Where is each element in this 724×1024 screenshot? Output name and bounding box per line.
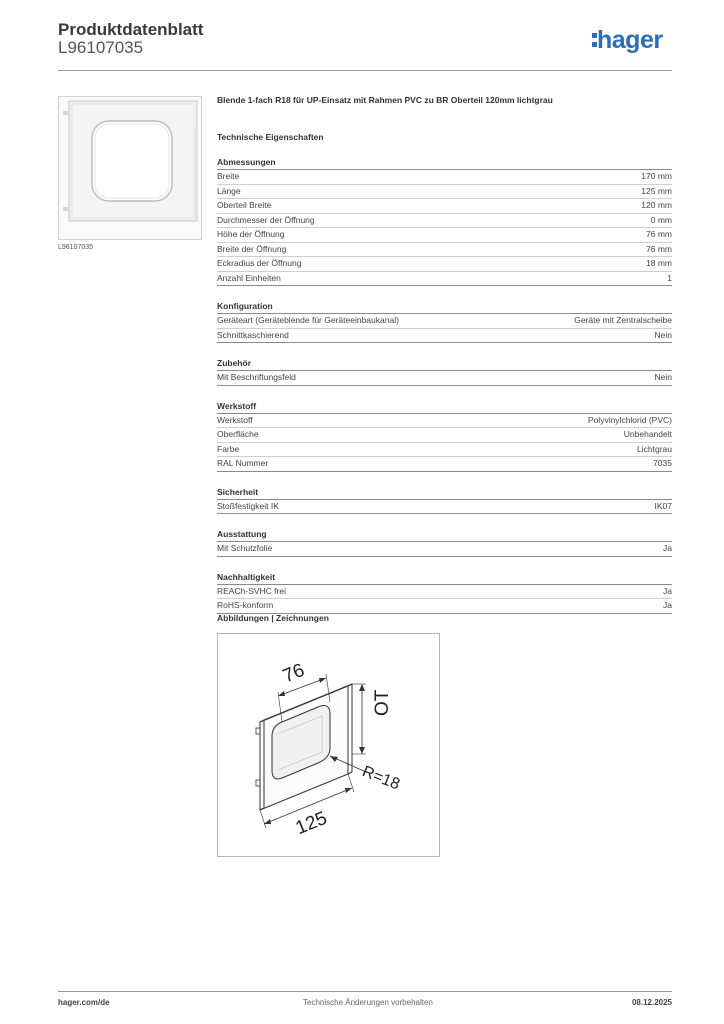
group-title: Zubehör xyxy=(217,357,672,371)
property-row xyxy=(217,585,672,600)
group-title: Nachhaltigkeit xyxy=(217,571,672,585)
property-row xyxy=(217,414,672,429)
property-value: 125 mm xyxy=(641,185,672,196)
property-value: Unbehandelt xyxy=(623,429,672,439)
property-value: 170 mm xyxy=(641,171,672,181)
specifications xyxy=(217,95,672,614)
product-name: Blende 1-fach R18 für UP-Einsatz mit Rahmen PVC zu BR Oberteil 120mm lichtgrau xyxy=(217,95,553,105)
property-row xyxy=(217,243,672,258)
property-value: 120 mm xyxy=(641,200,672,210)
property-group xyxy=(217,400,672,472)
property-row xyxy=(217,272,672,287)
property-value: Ja xyxy=(663,600,672,610)
dimension-drawing xyxy=(218,634,439,856)
footer-divider xyxy=(58,991,672,992)
cover-plate-icon xyxy=(59,97,201,239)
hager-logo[interactable] xyxy=(592,28,663,53)
property-row xyxy=(217,228,672,243)
property-value: Ja xyxy=(663,585,672,596)
dim-opening-label: 76 xyxy=(280,659,308,688)
property-row xyxy=(217,199,672,214)
group-title: Abmessungen xyxy=(217,156,672,170)
drawings-title: Abbildungen | Zeichnungen xyxy=(217,613,329,623)
group-title: Werkstoff xyxy=(217,400,672,414)
logo-text: hager xyxy=(597,26,663,54)
property-value: Lichtgrau xyxy=(637,443,672,454)
property-row xyxy=(217,170,672,185)
property-row xyxy=(217,599,672,614)
property-label: Breite der Öffnung xyxy=(217,243,287,254)
property-group xyxy=(217,528,672,557)
property-row xyxy=(217,185,672,200)
group-title: Sicherheit xyxy=(217,486,672,500)
property-value: 18 mm xyxy=(646,258,672,268)
property-label: Eckradius der Öffnung xyxy=(217,258,302,268)
footer-website-link[interactable]: hager.com/de xyxy=(58,998,110,1007)
property-row xyxy=(217,500,672,515)
property-groups xyxy=(217,156,672,614)
property-label: REACh-SVHC frei xyxy=(217,585,286,596)
dim-radius-label: R=18 xyxy=(359,763,403,794)
footer-disclaimer: Technische Änderungen vorbehalten xyxy=(303,998,433,1007)
property-row xyxy=(217,443,672,458)
property-label: Anzahl Einheiten xyxy=(217,272,281,283)
group-title: Konfiguration xyxy=(217,300,672,314)
dim-height-label: OT xyxy=(372,689,393,716)
property-group xyxy=(217,156,672,286)
header-divider xyxy=(58,70,672,71)
property-group xyxy=(217,357,672,386)
property-label: Mit Schutzfolie xyxy=(217,543,273,553)
section-title: Technische Eigenschaften xyxy=(217,132,324,142)
property-group xyxy=(217,486,672,515)
technical-drawing xyxy=(217,633,440,857)
group-title: Ausstattung xyxy=(217,528,672,542)
property-value: 76 mm xyxy=(646,243,672,254)
property-label: Breite xyxy=(217,171,240,181)
property-value: Nein xyxy=(654,329,672,340)
property-label: Stoßfestigkeit IK xyxy=(217,500,279,511)
property-row xyxy=(217,457,672,472)
product-image xyxy=(58,96,202,240)
property-row xyxy=(217,329,672,344)
property-label: Werkstoff xyxy=(217,414,253,425)
property-group xyxy=(217,571,672,614)
property-label: Geräteart (Geräteblende für Geräteeinbaukanal) xyxy=(217,315,399,325)
property-value: 76 mm xyxy=(646,229,672,239)
property-value: 7035 xyxy=(653,458,672,468)
property-row xyxy=(217,371,672,386)
property-label: Oberteil Breite xyxy=(217,200,272,210)
property-label: Mit Beschriftungsfeld xyxy=(217,372,296,382)
footer-date: 08.12.2025 xyxy=(631,998,672,1007)
property-row xyxy=(217,428,672,443)
property-group xyxy=(217,300,672,343)
property-row xyxy=(217,257,672,272)
property-value: Nein xyxy=(654,372,672,382)
property-label: RAL Nummer xyxy=(217,458,269,468)
page-title: Produktdatenblatt xyxy=(58,20,204,39)
property-value: Ja xyxy=(663,543,672,553)
property-label: Durchmesser der Öffnung xyxy=(217,214,315,225)
property-label: Oberfläche xyxy=(217,429,259,439)
property-value: 0 mm xyxy=(650,214,672,225)
property-row xyxy=(217,314,672,329)
dim-length-label: 125 xyxy=(292,807,331,840)
property-label: RoHS-konform xyxy=(217,600,274,610)
property-value: Geräte mit Zentralscheibe xyxy=(574,315,672,325)
property-value: 1 xyxy=(667,272,672,283)
property-label: Länge xyxy=(217,185,241,196)
property-row xyxy=(217,542,672,557)
property-label: Schnittkaschierend xyxy=(217,329,289,340)
property-label: Farbe xyxy=(217,443,240,454)
article-number: L96107035 xyxy=(58,38,144,57)
image-caption: L96107035 xyxy=(58,244,94,251)
property-value: IK07 xyxy=(654,500,672,511)
property-label: Höhe der Öffnung xyxy=(217,229,285,239)
property-value: Polyvinylchlorid (PVC) xyxy=(587,414,672,425)
property-row xyxy=(217,214,672,229)
